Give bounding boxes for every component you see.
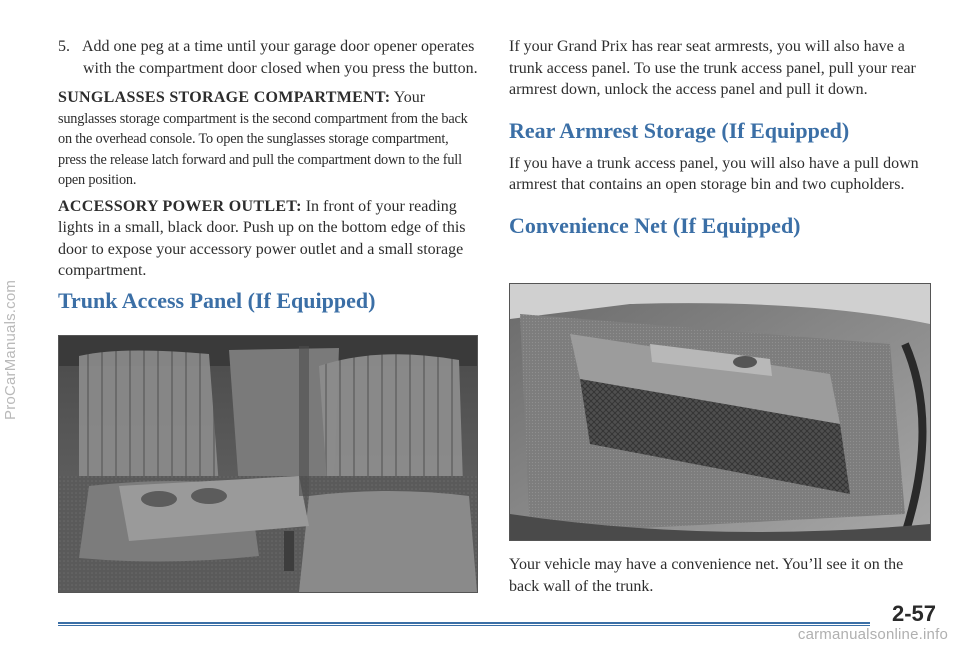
step-text: Add one peg at a time until your garage door opener operates with the compartment door closed when you press the button. — [82, 38, 478, 77]
convenience-net-caption: Your vehicle may have a convenience net. You’ll see it on the back wall of the trunk. — [509, 556, 904, 595]
right-column — [509, 36, 934, 240]
rear-armrest-paragraph: If you have a trunk access panel, you will also have a pull down armrest that contains an open storage bin and two cupholders. — [509, 154, 919, 193]
footer-rule-line-top — [58, 622, 870, 624]
rear-seat-illustration — [59, 336, 477, 592]
accessory-paragraph — [58, 196, 478, 282]
bottom-watermark: carmanualsonline.info — [797, 626, 948, 643]
side-watermark: ProCarManuals.com — [2, 279, 19, 421]
sunglasses-lead-line — [58, 87, 478, 109]
page-number: 2-57 — [891, 601, 936, 626]
footer-rule — [58, 622, 870, 626]
step-5 — [58, 36, 478, 79]
trunk-panel-paragraph: If your Grand Prix has rear seat armrests, you will also have a trunk access panel. To use the trunk access panel, pull your rear armrest down, unlock the access panel and pull it down. — [509, 38, 916, 98]
rear-seat-photo — [58, 335, 478, 593]
trunk-net-photo — [509, 283, 931, 541]
left-column — [58, 36, 478, 315]
footer-rule-line-bottom — [58, 625, 870, 626]
sunglasses-lead-word: Your — [393, 89, 426, 106]
rear-armrest-heading: Rear Armrest Storage (If Equipped) — [509, 117, 850, 143]
trunk-access-heading: Trunk Access Panel (If Equipped) — [58, 287, 376, 313]
convenience-net-heading: Convenience Net (If Equipped) — [509, 212, 801, 238]
accessory-body: In front of your reading lights in a small, black door. Push up on the bottom edge of this door to expose your accessory power outlet and a small storage compartment. — [58, 197, 466, 279]
sunglasses-paragraph: sunglasses storage compartment is the second compartment from the back on the overhead console. To open the sunglasses storage compartment, press the release latch forward and pull the compartment down to the full open position. — [58, 110, 468, 188]
accessory-run-in-heading: ACCESSORY POWER OUTLET: — [58, 197, 302, 215]
step-number: 5. — [58, 38, 70, 55]
sunglasses-run-in-heading: SUNGLASSES STORAGE COMPARTMENT: — [58, 89, 391, 106]
trunk-net-illustration — [510, 284, 930, 540]
